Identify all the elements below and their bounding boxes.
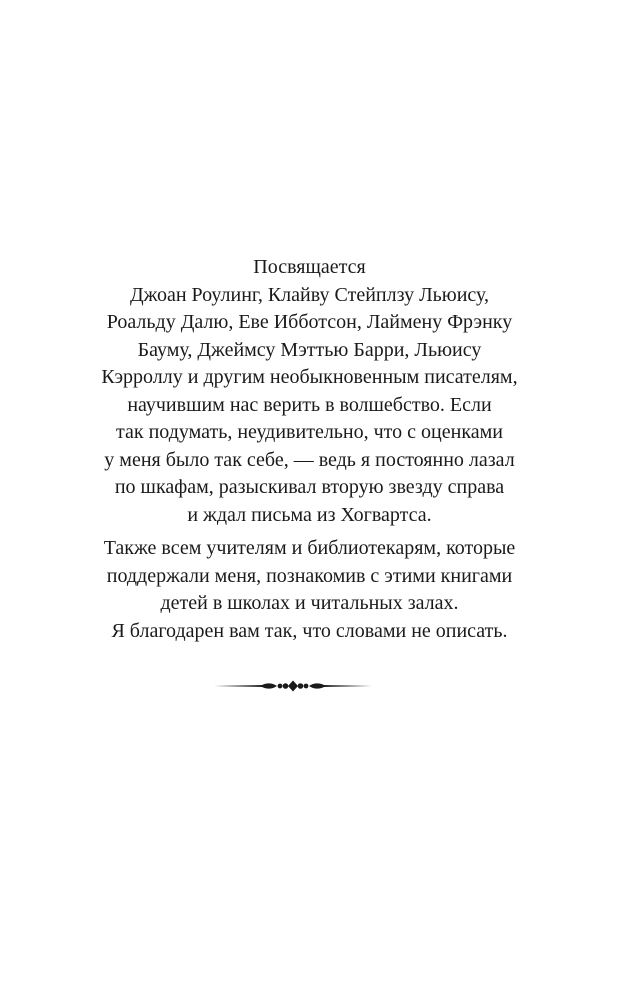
dedication-line: Кэрроллу и другим необыкновенным писателям, (101, 366, 518, 388)
dedication-line: по шкафам, разыскивал вторую звезду справа (114, 476, 505, 498)
dedication-line: у меня было так себе, — ведь я постоянно лазал (104, 448, 515, 471)
dedication-line: научившим нас верить в волшебство. Если (127, 393, 492, 416)
flourish-divider-icon (214, 678, 372, 694)
dedication-line: Бауму, Джеймсу Мэттью Барри, Льюису (137, 338, 482, 361)
dedication-line: Роальду Далю, Еве Ибботсон, Лаймену Фрэнку (106, 311, 513, 333)
thanks-line: детей в школах и читальных залах. (160, 592, 459, 614)
thanks-line: Также всем учителям и библиотекарям, которые (103, 537, 516, 559)
dedication-line: Джоан Роулинг, Клайву Стейплзу Льюису, (129, 283, 490, 306)
dedication-paragraph (0, 254, 619, 529)
thanks-line: Я благодарен вам так, что словами не описать. (111, 619, 508, 642)
thanks-line: поддержали меня, познакомив с этими книгами (106, 564, 513, 587)
dedication-line: так подумать, неудивительно, что с оценками (116, 421, 503, 443)
dedication-line: Посвящается (253, 256, 366, 278)
dedication-line: и ждал письма из Хогвартса. (187, 503, 432, 526)
thanks-paragraph (0, 535, 619, 645)
